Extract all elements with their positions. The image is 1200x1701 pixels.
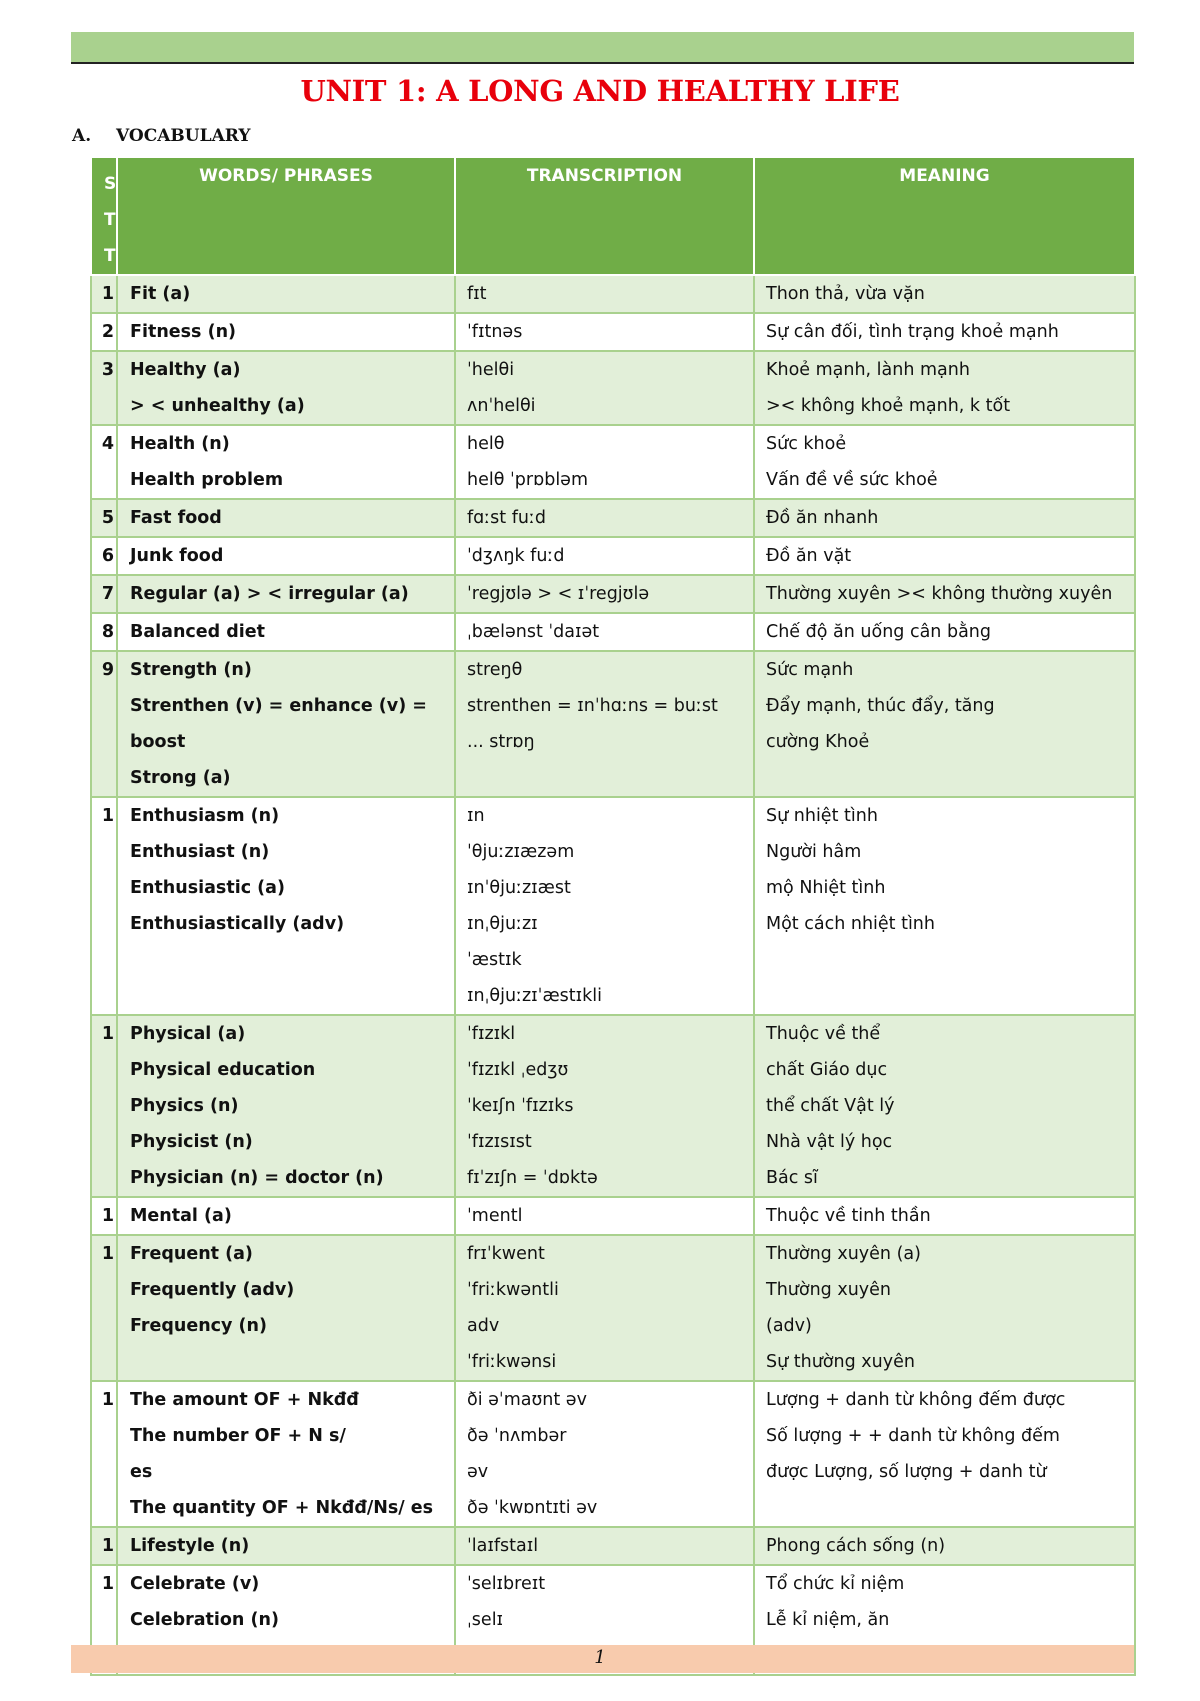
section-heading — [72, 126, 251, 146]
meaning-line: Thuộc về thể — [766, 1024, 881, 1044]
meaning-line: Số lượng + + danh từ không đếm — [766, 1426, 1060, 1446]
meaning-cell — [754, 313, 1135, 351]
table-row — [91, 613, 1135, 651]
meaning-cell — [754, 613, 1135, 651]
row-number-text: 1 — [101, 1536, 114, 1556]
meaning-line: Vấn đề về sức khoẻ — [766, 470, 938, 490]
meaning-line: Sự thường xuyên — [766, 1352, 915, 1372]
word-line: Fast food — [130, 508, 222, 528]
transcription-line: ˈhelθi — [467, 360, 515, 380]
header-band — [71, 32, 1134, 62]
transcription-line: ðə ˈnʌmbər — [467, 1426, 567, 1446]
table-row — [91, 425, 1135, 499]
header-meaning: MEANING — [754, 157, 1135, 275]
word-cell — [117, 797, 455, 1015]
row-number-text: 1 — [101, 1244, 114, 1264]
meaning-cell — [754, 575, 1135, 613]
transcription-line: ... strɒŋ — [467, 732, 535, 752]
word-cell — [117, 1235, 455, 1381]
row-number — [91, 275, 117, 313]
row-number — [91, 1381, 117, 1527]
row-number — [91, 1015, 117, 1197]
transcription-line: ˈæstɪk — [467, 950, 522, 970]
meaning-line: Đồ ăn vặt — [766, 546, 852, 566]
meaning-line: Phong cách sống (n) — [766, 1536, 946, 1556]
meaning-line: chất Giáo dục — [766, 1060, 888, 1080]
word-cell — [117, 613, 455, 651]
word-cell — [117, 1527, 455, 1565]
word-line: > < unhealthy (a) — [130, 396, 305, 416]
row-number — [91, 797, 117, 1015]
row-number — [91, 1235, 117, 1381]
word-line: Junk food — [130, 546, 224, 566]
transcription-cell — [455, 613, 754, 651]
table-row — [91, 651, 1135, 797]
meaning-line: Tổ chức kỉ niệm — [766, 1574, 905, 1594]
transcription-line: fɪt — [467, 284, 487, 304]
word-line: Physicist (n) — [130, 1132, 253, 1152]
transcription-line: əv — [467, 1462, 489, 1482]
meaning-line: thể chất Vật lý — [766, 1096, 895, 1116]
meaning-cell — [754, 1381, 1135, 1527]
transcription-line: ˈfriːkwəntli — [467, 1280, 559, 1300]
meaning-line: Người hâm — [766, 842, 862, 862]
row-number-text: 1 — [101, 1206, 114, 1226]
word-line — [118, 978, 454, 1014]
row-number — [91, 1527, 117, 1565]
meaning-line: Lượng + danh từ không đếm được — [766, 1390, 1066, 1410]
meaning-cell — [754, 1197, 1135, 1235]
word-cell — [117, 351, 455, 425]
page-title: UNIT 1: A LONG AND HEALTHY LIFE — [300, 74, 900, 108]
table-row — [91, 499, 1135, 537]
transcription-cell — [455, 1235, 754, 1381]
transcription-cell — [455, 351, 754, 425]
transcription-line: ˈfɪzɪkl — [467, 1024, 516, 1044]
row-number — [91, 613, 117, 651]
table-row — [91, 575, 1135, 613]
row-number — [91, 313, 117, 351]
transcription-line: ði əˈmaʊnt əv — [467, 1390, 587, 1410]
table-row — [91, 275, 1135, 313]
meaning-line: Thường xuyên — [766, 1280, 892, 1300]
row-number — [91, 425, 117, 499]
word-line: Regular (a) > < irregular (a) — [130, 584, 409, 604]
word-line: Balanced diet — [130, 622, 266, 642]
word-line: Frequent (a) — [130, 1244, 253, 1264]
row-number-text: 1 — [101, 284, 114, 304]
word-line: Strength (n) — [130, 660, 252, 680]
word-cell — [117, 275, 455, 313]
meaning-line: Sự cân đối, tình trạng khoẻ mạnh — [766, 322, 1059, 342]
row-number-text: 1 — [101, 1574, 114, 1594]
meaning-line: Thuộc về tinh thần — [766, 1206, 931, 1226]
word-line: Strenthen (v) = enhance (v) = — [130, 696, 427, 716]
transcription-cell — [455, 537, 754, 575]
meaning-line: Bác sĩ — [766, 1168, 818, 1188]
section-letter: A. — [72, 126, 92, 146]
word-line — [118, 1344, 454, 1380]
table-row — [91, 797, 1135, 1015]
meaning-line: Lễ kỉ niệm, ăn — [766, 1610, 890, 1630]
transcription-line: ðə ˈkwɒntɪti əv — [467, 1498, 598, 1518]
row-number-text: 8 — [101, 622, 114, 642]
meaning-cell — [754, 1527, 1135, 1565]
word-line: Fitness (n) — [130, 322, 237, 342]
word-line — [118, 942, 454, 978]
transcription-line: helθ — [467, 434, 505, 454]
transcription-line: ˈregjʊlə > < ɪˈregjʊlə — [467, 584, 650, 604]
meaning-cell — [754, 1015, 1135, 1197]
header-rule — [71, 62, 1134, 64]
row-number-text: 5 — [101, 508, 114, 528]
table-header-row — [91, 157, 1135, 275]
word-line: Fit (a) — [130, 284, 191, 304]
transcription-cell — [455, 1197, 754, 1235]
word-cell — [117, 313, 455, 351]
meaning-line: cường Khoẻ — [766, 732, 870, 752]
word-line: Frequency (n) — [130, 1316, 267, 1336]
table-row — [91, 1197, 1135, 1235]
word-cell — [117, 425, 455, 499]
transcription-line: ˈfriːkwənsi — [467, 1352, 557, 1372]
word-line: The amount OF + Nkđđ — [130, 1390, 359, 1410]
header-transcription: TRANSCRIPTION — [455, 157, 754, 275]
transcription-cell — [455, 1015, 754, 1197]
word-line: Physical education — [130, 1060, 316, 1080]
word-line: The quantity OF + Nkđđ/Ns/ es — [130, 1498, 434, 1518]
meaning-line: Khoẻ mạnh, lành mạnh — [766, 360, 970, 380]
row-number-text: 9 — [101, 660, 114, 680]
transcription-line: ɪnˌθjuːzɪˈæstɪkli — [467, 986, 602, 1006]
meaning-line: Thường xuyên (a) — [766, 1244, 921, 1264]
meaning-line: (adv) — [766, 1316, 812, 1336]
transcription-cell — [455, 575, 754, 613]
word-line: Health problem — [130, 470, 284, 490]
vocabulary-table — [90, 156, 1136, 1676]
meaning-line: Nhà vật lý học — [766, 1132, 893, 1152]
transcription-cell — [455, 275, 754, 313]
transcription-line: ˈθjuːzɪæzəm — [467, 842, 575, 862]
row-number — [91, 651, 117, 797]
meaning-line: mộ Nhiệt tình — [766, 878, 886, 898]
meaning-line — [755, 942, 1134, 978]
meaning-cell — [754, 537, 1135, 575]
word-cell — [117, 575, 455, 613]
meaning-line: >< không khoẻ mạnh, k tốt — [766, 396, 1011, 416]
row-number — [91, 1197, 117, 1235]
transcription-line: ɪnˌθjuːzɪ — [467, 914, 538, 934]
transcription-cell — [455, 425, 754, 499]
row-number — [91, 351, 117, 425]
meaning-line: Chế độ ăn uống cân bằng — [766, 622, 991, 642]
transcription-line: strenthen = ɪnˈhɑːns = buːst — [467, 696, 718, 716]
table-row — [91, 1015, 1135, 1197]
meaning-cell — [754, 425, 1135, 499]
section-label: VOCABULARY — [116, 126, 251, 146]
word-line: Celebration (n) — [130, 1610, 279, 1630]
row-number-text: 4 — [101, 434, 114, 454]
transcription-line: ˈfɪzɪkl ˌedʒʊ — [467, 1060, 569, 1080]
row-number-text: 1 — [101, 1024, 114, 1044]
transcription-line: ɪnˈθjuːzɪæst — [467, 878, 571, 898]
word-line: Physician (n) = doctor (n) — [130, 1168, 384, 1188]
transcription-line: ˈdʒʌŋk fuːd — [467, 546, 565, 566]
word-line: Enthusiastically (adv) — [130, 914, 345, 934]
transcription-line: ˌbælənst ˈdaɪət — [467, 622, 600, 642]
meaning-line: Một cách nhiệt tình — [766, 914, 935, 934]
row-number — [91, 537, 117, 575]
row-number — [91, 575, 117, 613]
transcription-line: ˈselɪbreɪt — [467, 1574, 546, 1594]
header-stt: S T T — [91, 157, 117, 275]
transcription-line: fɑːst fuːd — [467, 508, 546, 528]
word-line: Celebrate (v) — [130, 1574, 260, 1594]
meaning-line: Đồ ăn nhanh — [766, 508, 879, 528]
table-row — [91, 351, 1135, 425]
transcription-line: ˈlaɪfstaɪl — [467, 1536, 539, 1556]
meaning-line — [755, 978, 1134, 1014]
table-body — [91, 275, 1135, 1675]
transcription-line: fɪˈzɪʃn = ˈdɒktə — [467, 1168, 598, 1188]
table-row — [91, 1381, 1135, 1527]
word-cell — [117, 1015, 455, 1197]
word-cell — [117, 1381, 455, 1527]
transcription-line — [456, 760, 753, 796]
meaning-line: Thường xuyên >< không thường xuyên — [766, 584, 1113, 604]
transcription-cell — [455, 651, 754, 797]
meaning-line: Đẩy mạnh, thúc đẩy, tăng — [766, 696, 995, 716]
table-row — [91, 313, 1135, 351]
word-line: Health (n) — [130, 434, 230, 454]
row-number-text: 7 — [101, 584, 114, 604]
table-row — [91, 537, 1135, 575]
transcription-line: ˌselɪ — [467, 1610, 504, 1630]
header-words: WORDS/ PHRASES — [117, 157, 455, 275]
word-line: The number OF + N s/ — [130, 1426, 346, 1446]
word-line: Frequently (adv) — [130, 1280, 295, 1300]
meaning-line: Sự nhiệt tình — [766, 806, 878, 826]
meaning-cell — [754, 651, 1135, 797]
meaning-line: được Lượng, số lượng + danh từ — [766, 1462, 1047, 1482]
meaning-line — [755, 1490, 1134, 1526]
meaning-line: Sức mạnh — [766, 660, 854, 680]
transcription-line: adv — [467, 1316, 500, 1336]
transcription-cell — [455, 499, 754, 537]
meaning-line: Sức khoẻ — [766, 434, 847, 454]
transcription-line: helθ ˈprɒbləm — [467, 470, 588, 490]
word-line: Enthusiast (n) — [130, 842, 270, 862]
row-number-text: 1 — [101, 806, 114, 826]
word-line: Enthusiasm (n) — [130, 806, 280, 826]
transcription-cell — [455, 313, 754, 351]
word-line: boost — [130, 732, 186, 752]
word-line: Strong (a) — [130, 768, 231, 788]
transcription-cell — [455, 797, 754, 1015]
meaning-cell — [754, 1235, 1135, 1381]
word-line: Lifestyle (n) — [130, 1536, 250, 1556]
table-row — [91, 1527, 1135, 1565]
transcription-line: ɪn — [467, 806, 485, 826]
row-number — [91, 499, 117, 537]
transcription-line: ˈfɪtnəs — [467, 322, 523, 342]
transcription-cell — [455, 1527, 754, 1565]
transcription-line: streŋθ — [467, 660, 523, 680]
row-number-text: 6 — [101, 546, 114, 566]
transcription-line: ˈkeɪʃn ˈfɪzɪks — [467, 1096, 574, 1116]
word-line: Physics (n) — [130, 1096, 239, 1116]
meaning-line — [755, 760, 1134, 796]
transcription-line: ˈmentl — [467, 1206, 523, 1226]
transcription-line: ʌnˈhelθi — [467, 396, 536, 416]
meaning-cell — [754, 275, 1135, 313]
row-number-text: 1 — [101, 1390, 114, 1410]
table-row — [91, 1235, 1135, 1381]
row-number-text: 3 — [101, 360, 114, 380]
meaning-cell — [754, 499, 1135, 537]
word-line: Enthusiastic (a) — [130, 878, 285, 898]
word-line: Healthy (a) — [130, 360, 241, 380]
meaning-cell — [754, 351, 1135, 425]
word-cell — [117, 537, 455, 575]
meaning-cell — [754, 797, 1135, 1015]
transcription-line: ˈfɪzɪsɪst — [467, 1132, 532, 1152]
word-line: Physical (a) — [130, 1024, 246, 1044]
meaning-line: Thon thả, vừa vặn — [766, 284, 925, 304]
transcription-cell — [455, 1381, 754, 1527]
word-line: Mental (a) — [130, 1206, 232, 1226]
row-number-text: 2 — [101, 322, 114, 342]
page-number: 1 — [594, 1647, 606, 1668]
word-cell — [117, 1197, 455, 1235]
transcription-line: frɪˈkwent — [467, 1244, 545, 1264]
word-line: es — [130, 1462, 153, 1482]
word-cell — [117, 651, 455, 797]
word-cell — [117, 499, 455, 537]
